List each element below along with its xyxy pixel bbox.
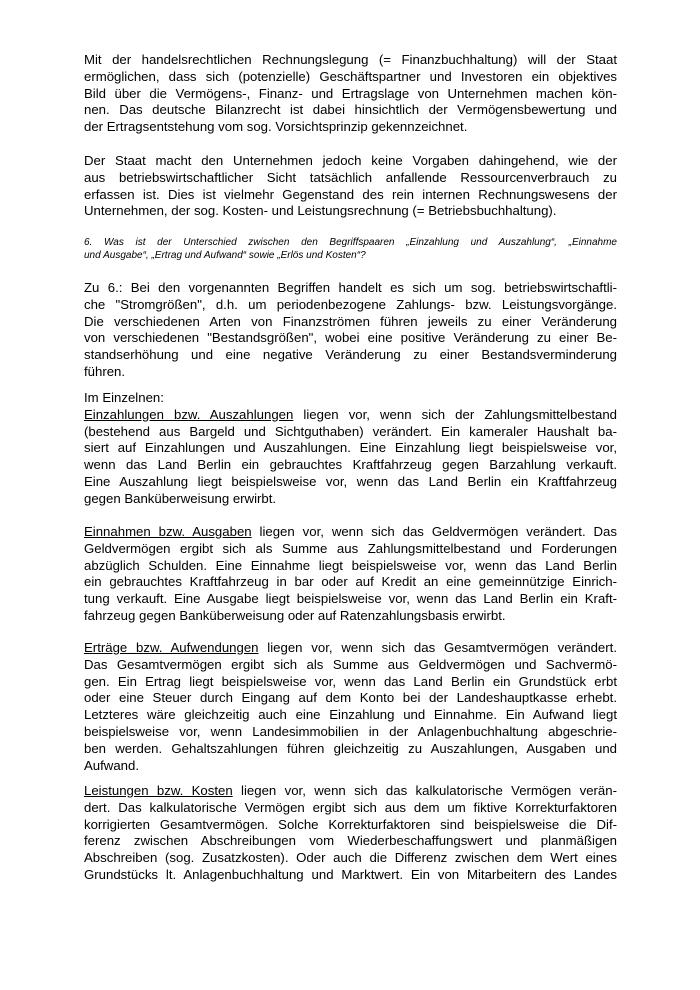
term-einnahmen: Einnahmen bzw. Ausgaben — [84, 524, 252, 539]
text-line: tung verkauft. Eine Ausgabe liegt beispielsweise vor, wenn das Land Berlin ein Kraft- — [84, 591, 617, 607]
term-einzahlungen: Einzahlungen bzw. Auszahlungen — [84, 406, 294, 422]
term-leistungen: Leistungen bzw. Kosten — [84, 783, 233, 798]
text-line: Grundstücks lt. Anlagenbuchhaltung und Marktwert. Ein von Mitarbeitern des Landes — [84, 866, 617, 882]
text-line: fahrzeug gegen Banküberweisung oder auf Ratenzahlungsbasis erwirbt. — [84, 607, 506, 623]
text-line: Unternehmen, der sog. Kosten- und Leistungsrechnung (= Betriebsbuchhaltung). — [84, 203, 557, 219]
text-line: abzüglich Schulden. Eine Einnahme liegt beispielsweise vor, wenn das Land Berlin — [84, 557, 617, 573]
text-line: Zu 6.: Bei den vorgenannten Begriffen handelt es sich um sog. betriebswirtschaftli- — [84, 280, 617, 295]
text-fragment: liegen vor, wenn sich das Gesamtvermögen verändert. — [258, 640, 617, 655]
text-line: dert. Das kalkulatorische Vermögen ergibt sich aus dem um fiktive Korrekturfaktoren — [84, 799, 617, 815]
text-line: che "Stromgrößen", d.h. um periodenbezogene Zahlungs- bzw. Leistungsvorgänge. — [84, 296, 617, 312]
text-line: und Ausgabe“, „Ertrag und Aufwand“ sowie „Erlös und Kosten“? — [84, 250, 366, 261]
text-line: Bild über die Vermögens-, Finanz- und Ertragslage von Unternehmen machen kön- — [84, 85, 617, 101]
text-line: gegen Banküberweisung erwirbt. — [84, 490, 277, 506]
section-performance-costs — [84, 783, 617, 884]
text-line: der Ertragsentstehung vom sog. Vorsichtsprinzip gekennzeichnet. — [84, 119, 468, 135]
text-line: nen. Das deutsche Bilanzrecht ist dabei hinsichtlich der Vermögensbewertung und — [84, 102, 617, 118]
text-line: aus betriebswirtschaftlicher Sicht tatsächlich anfallende Ressourcenverbrauch zu — [84, 169, 617, 185]
term-ertraege: Erträge bzw. Aufwendungen — [84, 640, 259, 655]
text-line: siert auf Einzahlungen und Auszahlungen. Eine Einzahlung liegt beispielsweise vor, — [84, 440, 617, 456]
text-fragment: liegen vor, wenn sich das kalkulatorische Vermögen verän- — [232, 783, 617, 798]
section-payments — [84, 390, 617, 508]
text-line: von verschiedenen "Bestandsgrößen", wobei eine positive Veränderung zu einer Be- — [84, 330, 617, 346]
text-line: ermöglichen, dass sich (potenzielle) Geschäftspartner und Investoren ein objektives — [84, 68, 617, 84]
text-line — [84, 640, 617, 657]
text-line: korrigierten Gesamtvermögen. Solche Korrekturfaktoren sind beispielsweise die Dif- — [84, 816, 617, 832]
text-line — [84, 407, 617, 424]
paragraph-cost-accounting — [84, 153, 617, 220]
text-line: gen. Ein Ertrag liegt beispielsweise vor, wenn das Land Berlin ein Grundstück erbt — [84, 673, 617, 689]
section-income-expenses — [84, 640, 617, 774]
text-line: Der Staat macht den Unternehmen jedoch keine Vorgaben dahingehend, wie der — [84, 153, 617, 168]
text-line: ben werden. Gehaltszahlungen führen gleichzeitig zu Auszahlungen, Ausgaben und — [84, 740, 617, 756]
text-line: Aufwand. — [84, 757, 139, 773]
text-line: Eine Auszahlung liegt beispielsweise vor, wenn das Land Berlin ein Kraftfahrzeug — [84, 473, 617, 489]
text-line: standserhöhung und eine negative Veränderung zu einer Bestandsverminderung — [84, 347, 617, 363]
text-line — [84, 783, 617, 800]
text-line: Abschreiben (sog. Zusatzkosten). Oder auch die Differenz zwischen dem Wert eines — [84, 850, 617, 866]
text-line — [84, 524, 617, 541]
text-line: 6. Was ist der Unterschied zwischen den Begriffspaaren „Einzahlung und Auszahlung“, „Einnahme — [84, 237, 617, 248]
text-line: ferenz zwischen Abschreibungen vom Wiederbeschaffungswert und planmäßigen — [84, 833, 617, 849]
text-line: ein gebrauchtes Kraftfahrzeug in bar oder auf Kredit an eine gemeinnützige Einrich- — [84, 574, 617, 590]
question-6 — [84, 236, 617, 262]
text-line: Letzteres wäre gleichzeitig auch eine Einzahlung und Einnahme. Ein Aufwand liegt — [84, 707, 617, 723]
text-line: Die verschiedenen Arten von Finanzströmen führen jeweils zu einer Veränderung — [84, 313, 617, 329]
intro-line: Im Einzelnen: — [84, 390, 164, 405]
text-fragment: liegen vor, wenn sich der Zahlungsmittelbestand — [293, 406, 617, 422]
text-line: oder eine Steuer durch Eingang auf dem Konto bei der Landeshauptkasse erhebt. — [84, 690, 617, 706]
text-line: erfassen ist. Dies ist vielmehr Gegenstand des rein internen Rechnungswesens der — [84, 186, 617, 202]
text-line: Das Gesamtvermögen ergibt sich als Summe aus Geldvermögen und Sachvermö- — [84, 656, 617, 672]
text-line: (bestehend aus Bargeld und Sichtguthaben) verändert. Ein kameraler Haushalt ba- — [84, 423, 617, 439]
text-line: Mit der handelsrechtlichen Rechnungslegung (= Finanzbuchhaltung) will der Staat — [84, 52, 617, 67]
text-line: führen. — [84, 363, 126, 379]
text-line: beispielsweise vor, wenn Landesimmobilien in der Anlagenbuchhaltung abgeschrie- — [84, 723, 617, 739]
section-revenues-expenditures — [84, 524, 617, 625]
text-fragment: liegen vor, wenn sich das Geldvermögen verändert. Das — [251, 524, 617, 539]
text-line: Geldvermögen ergibt sich als Summe aus Zahlungsmittelbestand und Forderungen — [84, 540, 617, 556]
paragraph-financial-accounting — [84, 52, 617, 136]
answer-6-intro — [84, 280, 617, 381]
text-line: wenn das Land Berlin ein gebrauchtes Kraftfahrzeug gegen Barzahlung verkauft. — [84, 457, 617, 473]
